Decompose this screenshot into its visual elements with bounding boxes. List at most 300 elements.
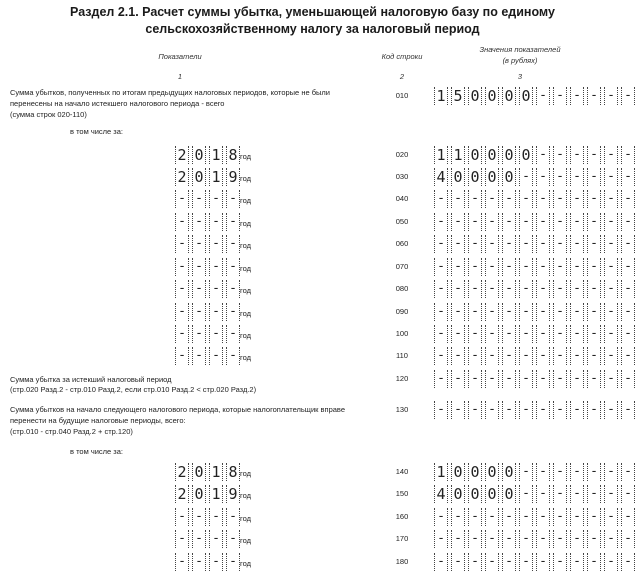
value-cells-170-cell: - <box>434 530 448 548</box>
year-word-110: год <box>240 353 251 362</box>
line-code-020: 020 <box>395 150 409 159</box>
value-cells-010-cell: - <box>536 87 550 105</box>
value-cells-120-cell: - <box>604 370 618 388</box>
year-cells-160-cell: - <box>226 508 240 526</box>
value-cells-050-cell: - <box>604 213 618 231</box>
value-cells-130-cell: - <box>502 401 516 419</box>
year-cells-020-cell: 1 <box>209 146 223 164</box>
value-cells-130-cell: - <box>621 401 635 419</box>
value-cells-090-cell: - <box>468 303 482 321</box>
value-cells-080-cell: - <box>553 280 567 298</box>
value-cells-170-cell: - <box>468 530 482 548</box>
value-cells-150-cell: - <box>570 485 584 503</box>
value-cells-020-cell: 0 <box>502 146 516 164</box>
value-cells-130-cell: - <box>587 401 601 419</box>
row-130-note: (стр.010 - стр.040 Разд.2 + стр.120) <box>10 427 133 436</box>
value-cells-040-cell: - <box>519 190 533 208</box>
value-cells-180-cell: - <box>570 553 584 571</box>
value-cells-140-cell: 0 <box>502 463 516 481</box>
value-cells-140-cell: 1 <box>434 463 448 481</box>
value-cells-100-cell: - <box>451 325 465 343</box>
year-cells-180-cell: - <box>175 553 189 571</box>
value-cells-160-cell: - <box>553 508 567 526</box>
year-cells-050-cell: - <box>192 213 206 231</box>
year-cells-100[interactable] <box>175 325 243 343</box>
year-cells-060-cell: - <box>226 235 240 253</box>
value-cells-080-cell: - <box>536 280 550 298</box>
year-cells-020-cell: 8 <box>226 146 240 164</box>
year-cells-020-cell: 2 <box>175 146 189 164</box>
year-cells-100-cell: - <box>209 325 223 343</box>
value-cells-070-cell: - <box>587 258 601 276</box>
year-cells-060-cell: - <box>175 235 189 253</box>
value-cells-030-cell: - <box>621 168 635 186</box>
value-cells-110-cell: - <box>434 347 448 365</box>
value-cells-160-cell: - <box>451 508 465 526</box>
value-cells-140-cell: 0 <box>451 463 465 481</box>
value-cells-080-cell: - <box>468 280 482 298</box>
value-cells-110-cell: - <box>502 347 516 365</box>
value-cells-110-cell: - <box>519 347 533 365</box>
value-cells-060-cell: - <box>519 235 533 253</box>
header-indicators: Показатели <box>158 52 202 61</box>
value-cells-170-cell: - <box>604 530 618 548</box>
value-cells-160-cell: - <box>434 508 448 526</box>
value-cells-040-cell: - <box>434 190 448 208</box>
value-cells-030-cell: - <box>604 168 618 186</box>
year-cells-170-cell: - <box>175 530 189 548</box>
value-cells-090-cell: - <box>553 303 567 321</box>
value-cells-170-cell: - <box>553 530 567 548</box>
year-cells-050-cell: - <box>209 213 223 231</box>
value-cells-050-cell: - <box>451 213 465 231</box>
header-values-unit: (в рублях) <box>502 56 538 65</box>
value-cells-180-cell: - <box>485 553 499 571</box>
value-cells-140-cell: - <box>519 463 533 481</box>
value-cells-160-cell: - <box>570 508 584 526</box>
year-cells-070-cell: - <box>209 258 223 276</box>
value-cells-180-cell: - <box>553 553 567 571</box>
value-cells-020-cell: - <box>553 146 567 164</box>
year-cells-100-cell: - <box>192 325 206 343</box>
year-cells-160-cell: - <box>175 508 189 526</box>
header-col3: 3 <box>517 72 523 81</box>
value-cells-040-cell: - <box>468 190 482 208</box>
value-cells-130-cell: - <box>536 401 550 419</box>
value-cells-030-cell: - <box>587 168 601 186</box>
value-cells-050-cell: - <box>519 213 533 231</box>
year-cells-060-cell: - <box>192 235 206 253</box>
row-010-label: Сумма убытков, полученных по итогам предыдущих налоговых периодов, которые не были перенесены на начало истекшего налогового периода - всего <box>10 88 330 108</box>
value-cells-150-cell: 0 <box>451 485 465 503</box>
value-cells-010-cell: - <box>621 87 635 105</box>
year-cells-150-cell: 1 <box>209 485 223 503</box>
year-cells-110-cell: - <box>192 347 206 365</box>
value-cells-140-cell: 0 <box>468 463 482 481</box>
value-cells-020-cell: 1 <box>451 146 465 164</box>
value-cells-030-cell: - <box>536 168 550 186</box>
value-cells-140-cell: - <box>604 463 618 481</box>
value-cells-180[interactable] <box>434 553 638 571</box>
year-cells-090-cell: - <box>226 303 240 321</box>
value-cells-110-cell: - <box>604 347 618 365</box>
value-cells-160-cell: - <box>519 508 533 526</box>
year-cells-180[interactable] <box>175 553 243 571</box>
line-code-030: 030 <box>395 172 409 181</box>
year-word-080: год <box>240 286 251 295</box>
value-cells-180-cell: - <box>468 553 482 571</box>
line-code-150: 150 <box>395 489 409 498</box>
value-cells-070[interactable] <box>434 258 638 276</box>
value-cells-100-cell: - <box>434 325 448 343</box>
value-cells-050-cell: - <box>502 213 516 231</box>
year-cells-060-cell: - <box>209 235 223 253</box>
value-cells-020-cell: 0 <box>519 146 533 164</box>
line-code-090: 090 <box>395 307 409 316</box>
value-cells-060-cell: - <box>434 235 448 253</box>
year-word-090: год <box>240 309 251 318</box>
value-cells-150-cell: - <box>621 485 635 503</box>
value-cells-080-cell: - <box>485 280 499 298</box>
value-cells-040-cell: - <box>587 190 601 208</box>
value-cells-070-cell: - <box>519 258 533 276</box>
line-code-080: 080 <box>395 284 409 293</box>
value-cells-160-cell: - <box>485 508 499 526</box>
value-cells-150-cell: - <box>587 485 601 503</box>
value-cells-080-cell: - <box>451 280 465 298</box>
year-cells-030-cell: 1 <box>209 168 223 186</box>
value-cells-120-cell: - <box>485 370 499 388</box>
value-cells-130-cell: - <box>604 401 618 419</box>
value-cells-080-cell: - <box>519 280 533 298</box>
value-cells-080-cell: - <box>570 280 584 298</box>
value-cells-170-cell: - <box>502 530 516 548</box>
value-cells-100-cell: - <box>468 325 482 343</box>
year-cells-180-cell: - <box>226 553 240 571</box>
value-cells-180-cell: - <box>502 553 516 571</box>
year-cells-150[interactable] <box>175 485 243 503</box>
year-word-150: год <box>240 491 251 500</box>
value-cells-100-cell: - <box>570 325 584 343</box>
value-cells-010-cell: 5 <box>451 87 465 105</box>
value-cells-090-cell: - <box>570 303 584 321</box>
value-cells-090-cell: - <box>502 303 516 321</box>
line-code-160: 160 <box>395 512 409 521</box>
value-cells-040-cell: - <box>604 190 618 208</box>
row-120-note: (стр.020 Разд.2 - стр.010 Разд.2, если стр.010 Разд.2 < стр.020 Разд.2) <box>10 385 257 394</box>
line-code-060: 060 <box>395 239 409 248</box>
value-cells-130[interactable] <box>434 401 638 419</box>
year-cells-020[interactable] <box>175 146 243 164</box>
value-cells-170-cell: - <box>621 530 635 548</box>
value-cells-080-cell: - <box>621 280 635 298</box>
value-cells-010-cell: 0 <box>468 87 482 105</box>
year-cells-080-cell: - <box>175 280 189 298</box>
row-130-label: Сумма убытков на начало следующего налогового периода, которые налогоплательщик вправе перенести на будущие налоговые периоды, всего: <box>10 405 345 425</box>
value-cells-070-cell: - <box>485 258 499 276</box>
value-cells-030-cell: 0 <box>468 168 482 186</box>
year-cells-040-cell: - <box>226 190 240 208</box>
value-cells-100[interactable] <box>434 325 638 343</box>
value-cells-180-cell: - <box>587 553 601 571</box>
year-cells-070[interactable] <box>175 258 243 276</box>
value-cells-040-cell: - <box>502 190 516 208</box>
value-cells-120-cell: - <box>536 370 550 388</box>
year-cells-060[interactable] <box>175 235 243 253</box>
value-cells-180-cell: - <box>621 553 635 571</box>
value-cells-010-cell: 0 <box>502 87 516 105</box>
header-col1: 1 <box>177 72 183 81</box>
year-cells-110-cell: - <box>226 347 240 365</box>
value-cells-150-cell: - <box>519 485 533 503</box>
value-cells-050-cell: - <box>468 213 482 231</box>
value-cells-080-cell: - <box>502 280 516 298</box>
value-cells-140-cell: - <box>536 463 550 481</box>
year-cells-150-cell: 0 <box>192 485 206 503</box>
value-cells-090[interactable] <box>434 303 638 321</box>
value-cells-110[interactable] <box>434 347 638 365</box>
value-cells-090-cell: - <box>485 303 499 321</box>
value-cells-150-cell: 0 <box>502 485 516 503</box>
value-cells-090-cell: - <box>536 303 550 321</box>
year-cells-170[interactable] <box>175 530 243 548</box>
header-col2: 2 <box>399 72 405 81</box>
including-label-2: в том числе за: <box>70 447 124 456</box>
year-cells-030-cell: 9 <box>226 168 240 186</box>
value-cells-180-cell: - <box>604 553 618 571</box>
value-cells-060[interactable] <box>434 235 638 253</box>
value-cells-150[interactable] <box>434 485 638 503</box>
value-cells-080[interactable] <box>434 280 638 298</box>
line-code-050: 050 <box>395 217 409 226</box>
value-cells-110-cell: - <box>485 347 499 365</box>
value-cells-090-cell: - <box>621 303 635 321</box>
value-cells-120-cell: - <box>502 370 516 388</box>
year-cells-090-cell: - <box>192 303 206 321</box>
value-cells-070-cell: - <box>536 258 550 276</box>
header-line-code: Код строки <box>381 52 423 61</box>
value-cells-150-cell: 0 <box>485 485 499 503</box>
value-cells-040[interactable] <box>434 190 638 208</box>
value-cells-080-cell: - <box>587 280 601 298</box>
value-cells-120-cell: - <box>434 370 448 388</box>
value-cells-170-cell: - <box>519 530 533 548</box>
year-cells-050[interactable] <box>175 213 243 231</box>
value-cells-100-cell: - <box>621 325 635 343</box>
value-cells-070-cell: - <box>553 258 567 276</box>
value-cells-050-cell: - <box>587 213 601 231</box>
value-cells-030[interactable] <box>434 168 638 186</box>
value-cells-150-cell: 0 <box>468 485 482 503</box>
value-cells-050[interactable] <box>434 213 638 231</box>
year-word-030: год <box>240 174 251 183</box>
value-cells-040-cell: - <box>621 190 635 208</box>
value-cells-050-cell: - <box>485 213 499 231</box>
year-cells-050-cell: - <box>175 213 189 231</box>
value-cells-040-cell: - <box>451 190 465 208</box>
value-cells-030-cell: - <box>519 168 533 186</box>
value-cells-050-cell: - <box>536 213 550 231</box>
value-cells-010-cell: - <box>604 87 618 105</box>
value-cells-150-cell: - <box>604 485 618 503</box>
year-cells-070-cell: - <box>192 258 206 276</box>
value-cells-050-cell: - <box>553 213 567 231</box>
year-cells-100-cell: - <box>175 325 189 343</box>
value-cells-060-cell: - <box>604 235 618 253</box>
row-010-note: (сумма строк 020-110) <box>10 110 87 119</box>
value-cells-140[interactable] <box>434 463 638 481</box>
value-cells-020-cell: - <box>536 146 550 164</box>
value-cells-090-cell: - <box>604 303 618 321</box>
value-cells-160-cell: - <box>604 508 618 526</box>
year-word-160: год <box>240 514 251 523</box>
value-cells-110-cell: - <box>468 347 482 365</box>
value-cells-120-cell: - <box>621 370 635 388</box>
year-cells-090[interactable] <box>175 303 243 321</box>
value-cells-130-cell: - <box>485 401 499 419</box>
year-cells-160[interactable] <box>175 508 243 526</box>
value-cells-030-cell: 4 <box>434 168 448 186</box>
value-cells-140-cell: - <box>621 463 635 481</box>
value-cells-120-cell: - <box>570 370 584 388</box>
value-cells-120-cell: - <box>553 370 567 388</box>
year-cells-070-cell: - <box>175 258 189 276</box>
section-title: Раздел 2.1. Расчет суммы убытка, уменьшающей налоговую базу по единому сельскохозяйственному налогу за налоговый период <box>70 5 555 36</box>
value-cells-010-cell: 1 <box>434 87 448 105</box>
value-cells-090-cell: - <box>451 303 465 321</box>
value-cells-100-cell: - <box>604 325 618 343</box>
year-cells-050-cell: - <box>226 213 240 231</box>
value-cells-030-cell: - <box>570 168 584 186</box>
value-cells-070-cell: - <box>502 258 516 276</box>
year-cells-140-cell: 1 <box>209 463 223 481</box>
value-cells-170-cell: - <box>485 530 499 548</box>
year-cells-080-cell: - <box>209 280 223 298</box>
row-120-label: Сумма убытка за истекший налоговый период <box>10 375 172 384</box>
year-cells-160-cell: - <box>209 508 223 526</box>
value-cells-030-cell: 0 <box>485 168 499 186</box>
year-cells-110[interactable] <box>175 347 243 365</box>
year-cells-140[interactable] <box>175 463 243 481</box>
line-code-040: 040 <box>395 194 409 203</box>
value-cells-060-cell: - <box>468 235 482 253</box>
line-code-120: 120 <box>395 374 409 383</box>
value-cells-020-cell: - <box>604 146 618 164</box>
value-cells-090-cell: - <box>434 303 448 321</box>
value-cells-130-cell: - <box>570 401 584 419</box>
year-cells-160-cell: - <box>192 508 206 526</box>
year-word-180: год <box>240 559 251 568</box>
value-cells-100-cell: - <box>485 325 499 343</box>
value-cells-030-cell: - <box>553 168 567 186</box>
value-cells-090-cell: - <box>519 303 533 321</box>
year-cells-080-cell: - <box>192 280 206 298</box>
value-cells-160[interactable] <box>434 508 638 526</box>
line-code-100: 100 <box>395 329 409 338</box>
line-code-130: 130 <box>395 405 409 414</box>
year-cells-140-cell: 8 <box>226 463 240 481</box>
value-cells-010[interactable] <box>434 87 638 105</box>
value-cells-060-cell: - <box>587 235 601 253</box>
value-cells-180-cell: - <box>536 553 550 571</box>
value-cells-070-cell: - <box>570 258 584 276</box>
value-cells-150-cell: - <box>553 485 567 503</box>
year-cells-070-cell: - <box>226 258 240 276</box>
value-cells-050-cell: - <box>434 213 448 231</box>
value-cells-130-cell: - <box>553 401 567 419</box>
value-cells-010-cell: - <box>587 87 601 105</box>
value-cells-040-cell: - <box>485 190 499 208</box>
year-cells-140-cell: 0 <box>192 463 206 481</box>
value-cells-140-cell: - <box>553 463 567 481</box>
value-cells-060-cell: - <box>451 235 465 253</box>
value-cells-120[interactable] <box>434 370 638 388</box>
value-cells-030-cell: 0 <box>451 168 465 186</box>
year-word-070: год <box>240 264 251 273</box>
value-cells-170[interactable] <box>434 530 638 548</box>
line-code-070: 070 <box>395 262 409 271</box>
value-cells-060-cell: - <box>502 235 516 253</box>
value-cells-010-cell: 0 <box>485 87 499 105</box>
year-cells-080-cell: - <box>226 280 240 298</box>
value-cells-080-cell: - <box>604 280 618 298</box>
value-cells-170-cell: - <box>536 530 550 548</box>
value-cells-020-cell: 0 <box>485 146 499 164</box>
value-cells-050-cell: - <box>621 213 635 231</box>
value-cells-120-cell: - <box>451 370 465 388</box>
year-cells-020-cell: 0 <box>192 146 206 164</box>
value-cells-080-cell: - <box>434 280 448 298</box>
line-code-170: 170 <box>395 534 409 543</box>
value-cells-020-cell: 1 <box>434 146 448 164</box>
line-code-010: 010 <box>395 91 409 100</box>
year-cells-040-cell: - <box>192 190 206 208</box>
year-cells-150-cell: 9 <box>226 485 240 503</box>
value-cells-130-cell: - <box>451 401 465 419</box>
value-cells-020-cell: - <box>570 146 584 164</box>
line-code-140: 140 <box>395 467 409 476</box>
value-cells-060-cell: - <box>570 235 584 253</box>
line-code-110: 110 <box>396 351 408 360</box>
value-cells-140-cell: 0 <box>485 463 499 481</box>
value-cells-070-cell: - <box>468 258 482 276</box>
value-cells-020[interactable] <box>434 146 638 164</box>
year-cells-040[interactable] <box>175 190 243 208</box>
year-cells-030[interactable] <box>175 168 243 186</box>
value-cells-020-cell: 0 <box>468 146 482 164</box>
value-cells-060-cell: - <box>485 235 499 253</box>
value-cells-120-cell: - <box>587 370 601 388</box>
year-word-020: год <box>240 152 251 161</box>
value-cells-040-cell: - <box>570 190 584 208</box>
value-cells-150-cell: 4 <box>434 485 448 503</box>
value-cells-110-cell: - <box>451 347 465 365</box>
year-cells-150-cell: 2 <box>175 485 189 503</box>
year-cells-030-cell: 0 <box>192 168 206 186</box>
value-cells-120-cell: - <box>519 370 533 388</box>
year-cells-110-cell: - <box>209 347 223 365</box>
year-word-140: год <box>240 469 251 478</box>
year-cells-170-cell: - <box>209 530 223 548</box>
year-word-170: год <box>240 536 251 545</box>
value-cells-110-cell: - <box>553 347 567 365</box>
value-cells-160-cell: - <box>587 508 601 526</box>
value-cells-090-cell: - <box>587 303 601 321</box>
value-cells-110-cell: - <box>587 347 601 365</box>
year-word-050: год <box>240 219 251 228</box>
year-cells-140-cell: 2 <box>175 463 189 481</box>
year-cells-080[interactable] <box>175 280 243 298</box>
